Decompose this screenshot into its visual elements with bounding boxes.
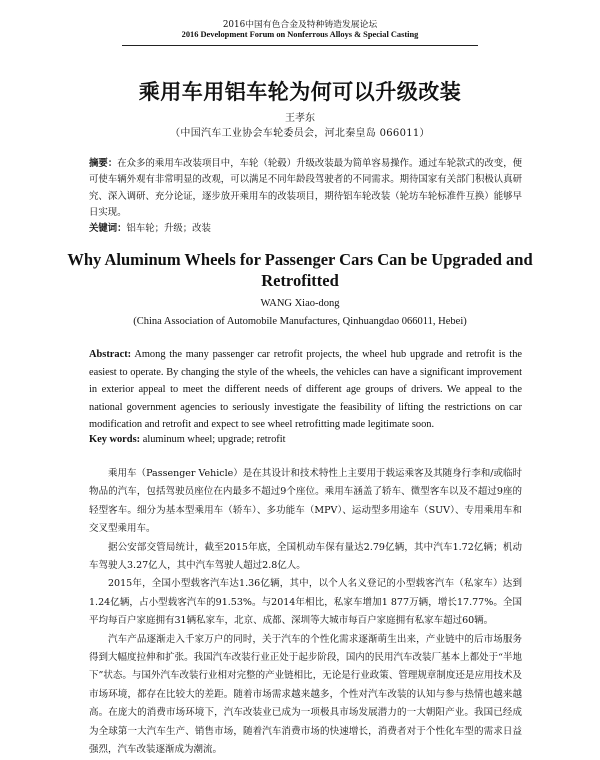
body-paragraph: 乘用车（Passenger Vehicle）是在其设计和技术特性上主要用于载运乘客及其随身行李和/或临时物品的汽车，包括驾驶员座位在内最多不超过9个座位。乘用车涵盖了轿车、微型客车以及不超过9座的轻型客车。细分为基本型乘用车（轿车）、多功能车（MPV）、运动型多用途车（SUV）、专用乘用车和交叉型乘用车。 — [89, 468, 522, 535]
author-cn: 王孝东 — [285, 113, 315, 124]
paper-title-cn: 乘用车用铝车轮为何可以升级改装 — [138, 80, 462, 104]
abstract-en — [89, 346, 522, 434]
keywords-cn-label: 关键词： — [89, 223, 127, 234]
affiliation-en: (China Association of Automobile Manufactures, Qinhuangdao 066011, Hebei) — [133, 316, 467, 327]
header-divider — [122, 45, 478, 46]
keywords-en-label: Key words: — [89, 434, 141, 445]
conference-title-en: 2016 Development Forum on Nonferrous Alloys & Special Casting — [181, 30, 419, 40]
abstract-en-label: Abstract: — [89, 349, 132, 360]
keywords-en — [89, 434, 522, 445]
abstract-en-text: Among the many passenger car retrofit projects, the wheel hub upgrade and retrofit is the easiest to operate. By changing the style of the wheels, the vehicles can have a significant improvement in exterior appeal to meet the different needs of different age groups of drivers. We appeal to the national government agencies to seriously investigate the feasibility of lifting the restrictions on car modification and retrofit and expect to see wheel retrofitting made legitimate soon. — [89, 349, 523, 430]
conference-header — [0, 20, 600, 40]
conference-title-cn: 2016中国有色合金及特种铸造发展论坛 — [222, 20, 378, 30]
paper-title-en: Why Aluminum Wheels for Passenger Cars Can be Upgraded and Retrofitted — [67, 250, 533, 290]
abstract-cn-text: 在众多的乘用车改装项目中，车轮（轮毂）升级改装最为简单容易操作。通过车轮款式的改变，便可使车辆外观有非常明显的改观，可以满足不同年龄段驾驶者的不同需求。期待国家有关部门积极认真研究、深入调研、充分论证，逐步放开乘用车的改装项目，期待铝车轮改装（轮坊车轮标准件互换）能够早日实现。 — [89, 158, 522, 219]
body-text — [89, 465, 522, 760]
abstract-cn-label: 摘要： — [89, 158, 118, 169]
body-paragraph: 2015年，全国小型载客汽车达1.36亿辆，其中，以个人名义登记的小型载客汽车（私家车）达到1.24亿辆，占小型载客汽车的91.53%。与2014年相比，私家车增加1 877万辆，增长17.77%。全国平均每百户家庭拥有31辆私家车，北京、成都、深圳等大城市每百户家庭拥有私家车超过60辆。 — [89, 578, 522, 627]
keywords-en-text: aluminum wheel; upgrade; retrofit — [142, 434, 286, 445]
author-en: WANG Xiao-dong — [260, 298, 340, 309]
affiliation-cn: （中国汽车工业协会车轮委员会，河北秦皇岛 066011） — [170, 128, 430, 139]
body-paragraph: 汽车产品逐渐走入千家万户的同时，关于汽车的个性化需求逐渐萌生出来，产业链中的后市场服务得到大幅度拉伸和扩张。我国汽车改装行业正处于起步阶段，国内的民用汽车改装厂基本上都处于“半地下”状态。与国外汽车改装行业相对完整的产业链相比，无论是行业政策、管理规章制度还是应用技术及市场环境，都存在比较大的差距。随着市场需求越来越多，个性对汽车改装的认知与参与热情也越来越高。在庞大的消费市场环境下，汽车改装业已成为一项极具市场发展潜力的一大朝阳产业。我国已经成为全球第一大汽车生产、销售市场，随着汽车消费市场的快速增长，消费者对于个性化车型的需求日益强烈，汽车改装逐渐成为潮流。 — [89, 633, 522, 756]
body-paragraph: 据公安部交管局统计，截至2015年底，全国机动车保有量达2.79亿辆，其中汽车1.72亿辆；机动车驾驶人3.27亿人，其中汽车驾驶人超过2.8亿人。 — [89, 541, 522, 572]
keywords-cn-text: 铝车轮；升级；改装 — [126, 223, 211, 234]
keywords-cn — [89, 220, 522, 234]
abstract-cn — [89, 156, 522, 222]
